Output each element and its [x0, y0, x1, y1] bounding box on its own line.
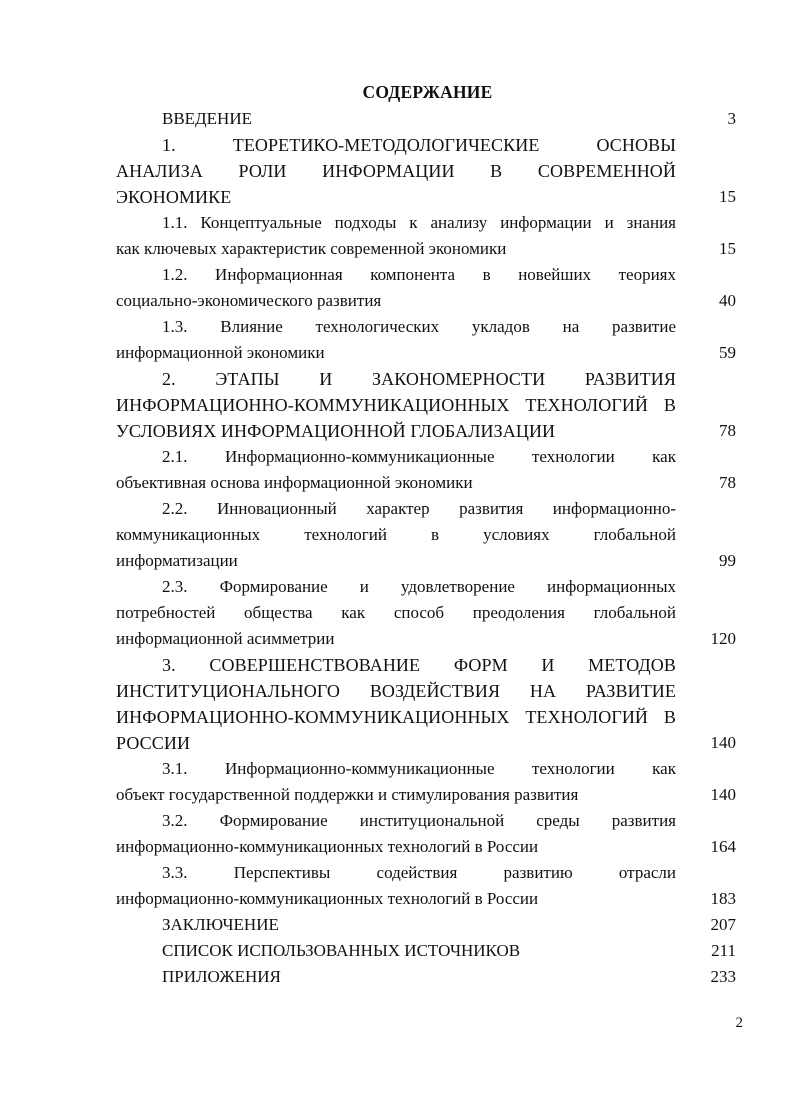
toc-entry-line: ПРИЛОЖЕНИЯ — [162, 967, 281, 986]
toc-entry-line: информационной экономики — [116, 343, 325, 362]
toc-entry-line: объективная основа информационной экономики — [116, 473, 473, 492]
toc-entry-line: 2.3. Формирование и удовлетворение информационных — [162, 577, 676, 596]
toc-entry-line: СПИСОК ИСПОЛЬЗОВАННЫХ ИСТОЧНИКОВ — [162, 941, 521, 960]
toc-entry — [116, 314, 676, 366]
toc-entry — [116, 938, 676, 964]
toc-entry — [116, 652, 676, 756]
toc-title: СОДЕРЖАНИЕ — [362, 82, 493, 102]
toc-entry-line: коммуникационных технологий в условиях глобальной — [116, 525, 676, 544]
toc-entry — [116, 210, 676, 262]
toc-page-number: 183 — [710, 889, 736, 908]
toc-entry — [116, 912, 676, 938]
toc-entry-line: 1.1. Концептуальные подходы к анализу информации и знания — [162, 213, 676, 232]
toc-entry-line: как ключевых характеристик современной экономики — [116, 239, 507, 258]
toc-entry-line: социально-экономического развития — [116, 291, 382, 310]
toc-page-number: 78 — [719, 421, 736, 440]
toc-page-number: 99 — [719, 551, 736, 570]
toc-page-number: 59 — [719, 343, 736, 362]
toc-entry-line: ВВЕДЕНИЕ — [162, 109, 252, 128]
toc-entry-line: информационно-коммуникационных технологий в России — [116, 889, 539, 908]
toc-page-number: 140 — [710, 785, 736, 804]
toc-entry-line: 2.2. Инновационный характер развития информационно- — [162, 499, 676, 518]
toc-entry — [116, 262, 676, 314]
toc-page-number: 211 — [711, 941, 736, 960]
toc-page-number: 164 — [710, 837, 736, 856]
toc-entry-line: информатизации — [116, 551, 238, 570]
toc-entry-line: 2. ЭТАПЫ И ЗАКОНОМЕРНОСТИ РАЗВИТИЯ — [162, 369, 676, 389]
toc-entry-line: 3.1. Информационно-коммуникационные технологии как — [162, 759, 676, 778]
toc-entry-line: ЭКОНОМИКЕ — [116, 187, 232, 207]
toc-entry-line: 1. ТЕОРЕТИКО-МЕТОДОЛОГИЧЕСКИЕ ОСНОВЫ — [162, 135, 676, 155]
toc-entry-line: РОССИИ — [116, 733, 191, 753]
toc-page-number: 3 — [727, 109, 736, 128]
toc-entry-line: АНАЛИЗА РОЛИ ИНФОРМАЦИИ В СОВРЕМЕННОЙ — [116, 161, 676, 181]
toc-page-number: 207 — [710, 915, 736, 934]
toc-entry — [116, 366, 676, 444]
toc-entry — [116, 132, 676, 210]
toc-entry — [116, 808, 676, 860]
toc-entry-line: УСЛОВИЯХ ИНФОРМАЦИОННОЙ ГЛОБАЛИЗАЦИИ — [116, 421, 556, 441]
toc-entry-line: информационной асимметрии — [116, 629, 335, 648]
toc-page-number: 15 — [719, 187, 736, 206]
toc-entry — [116, 574, 676, 652]
toc-entry-line: информационно-коммуникационных технологий в России — [116, 837, 539, 856]
toc-entry-line: потребностей общества как способ преодоления глобальной — [116, 603, 676, 622]
toc-entry-line: 1.3. Влияние технологических укладов на развитие — [162, 317, 676, 336]
toc-page-number: 78 — [719, 473, 736, 492]
toc-page-number: 120 — [710, 629, 736, 648]
toc-page-number: 233 — [710, 967, 736, 986]
toc-entry — [116, 496, 676, 574]
toc-entry-line: объект государственной поддержки и стимулирования развития — [116, 785, 579, 804]
toc-entry — [116, 964, 676, 990]
toc-page-number: 15 — [719, 239, 736, 258]
toc-entry — [116, 106, 676, 132]
toc-entry-line: 3.3. Перспективы содействия развитию отрасли — [162, 863, 676, 882]
toc-page-number: 40 — [719, 291, 736, 310]
toc-entry-line: 3. СОВЕРШЕНСТВОВАНИЕ ФОРМ И МЕТОДОВ — [162, 655, 676, 675]
toc-entry-line: ИНФОРМАЦИОННО-КОММУНИКАЦИОННЫХ ТЕХНОЛОГИЙ В — [116, 395, 676, 415]
toc-entry-line: 3.2. Формирование институциональной среды развития — [162, 811, 676, 830]
toc-entry — [116, 444, 676, 496]
toc-page-number: 140 — [710, 733, 736, 752]
page-number: 2 — [735, 1015, 743, 1031]
toc-entry-line: ИНСТИТУЦИОНАЛЬНОГО ВОЗДЕЙСТВИЯ НА РАЗВИТИЕ — [116, 681, 676, 701]
toc-entry-line: 2.1. Информационно-коммуникационные технологии как — [162, 447, 676, 466]
toc-entry-line: 1.2. Информационная компонента в новейших теориях — [162, 265, 676, 284]
toc-entry-line: ИНФОРМАЦИОННО-КОММУНИКАЦИОННЫХ ТЕХНОЛОГИЙ В — [116, 707, 676, 727]
toc-entry-line: ЗАКЛЮЧЕНИЕ — [162, 915, 279, 934]
toc-entry — [116, 860, 676, 912]
toc-entry — [116, 756, 676, 808]
